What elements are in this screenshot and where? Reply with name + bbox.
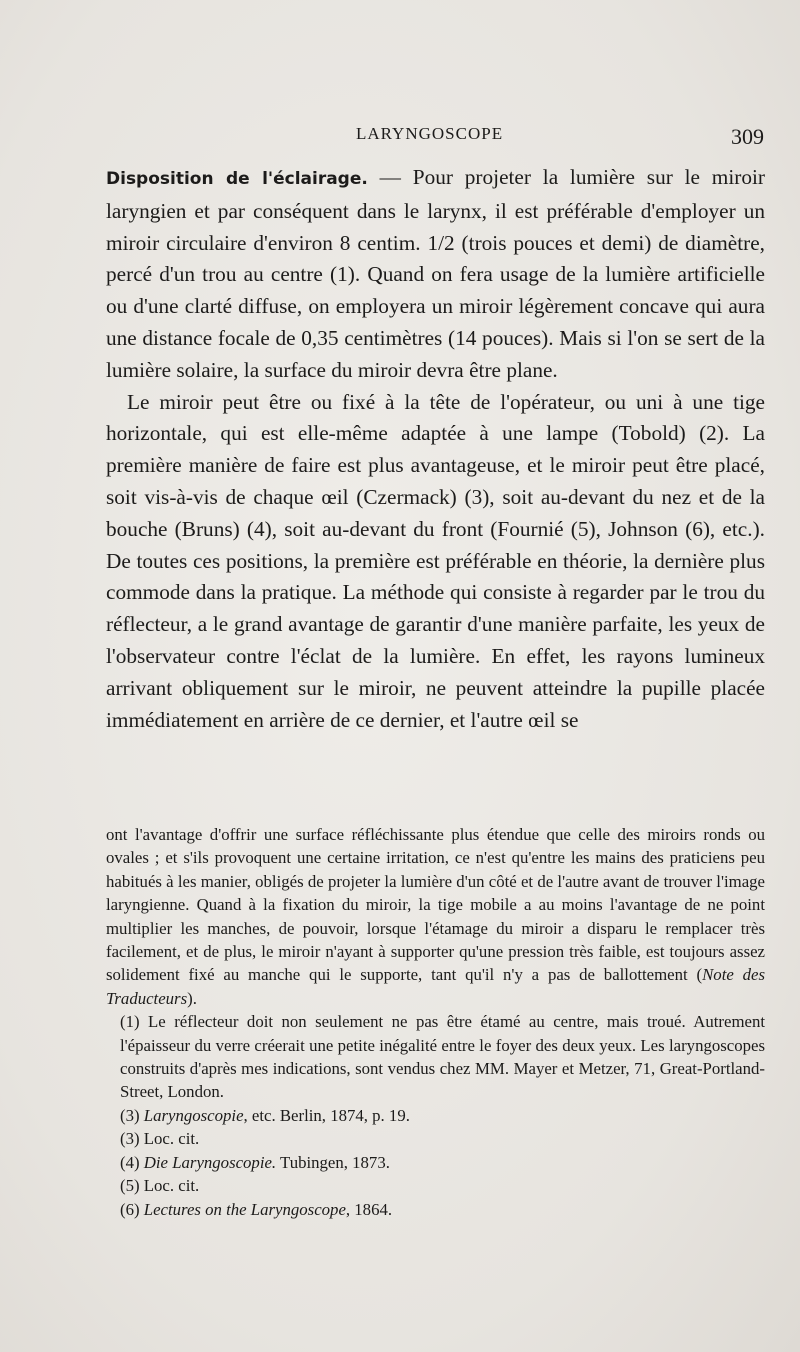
footnote-3 bbox=[120, 1104, 765, 1127]
footnote-rest: , 1864. bbox=[345, 1199, 393, 1219]
footnotes bbox=[106, 823, 765, 1221]
footnote-title: Laryngoscopie bbox=[143, 1105, 244, 1125]
footnote-loc-cit-2: (5) Loc. cit. bbox=[120, 1176, 200, 1196]
footnote-number: (4) bbox=[120, 1152, 144, 1172]
paragraph-1 bbox=[106, 162, 765, 387]
footnote-continuation-text: ont l'avantage d'offrir une surface réfléchissante plus étendue que celle des miroirs ronds ou ovales ; et s'ils provoquent une certaine irritation, ce n'est qu'entre les mains des praticiens peu habitués à les manier, obligés de projeter la lumière d'un côté et de l'autre avant de trouver l'image laryngienne. Quand à la fixation du miroir, la tige mobile a au moins l'avantage de ne point multiplier les manches, de pouvoir, lorsque l'étamage du miroir a disparu le remplacer très facilement, et de plus, le miroir n'ayant à supporter qu'une pression très faible, est toujours assez solidement fixé au manche qui le supporte, tant qu'il n'y a pas de ballottement ( bbox=[106, 825, 765, 985]
footnote-rest: Tubingen, 1873. bbox=[276, 1152, 390, 1172]
footnote-rest: , etc. Berlin, 1874, p. 19. bbox=[243, 1105, 410, 1125]
footnote-loc-cit-1: (3) Loc. cit. bbox=[120, 1129, 200, 1149]
page-number: 309 bbox=[731, 124, 764, 149]
footnote-title: Lectures on the Laryngoscope bbox=[143, 1199, 346, 1219]
footnote-1: (1) Le réflecteur doit non seulement ne pas être étamé au centre, mais troué. Autrement l'épaisseur du verre créerait une petite inégalité entre le foyer des deux yeux. Les laryngoscopes construits d'après mes indications, sont vendus chez MM. Mayer et Metzer, 71, Great-Portland-Street, London. bbox=[120, 1012, 765, 1102]
footnote-6 bbox=[120, 1198, 765, 1221]
section-lead: Disposition de l'éclairage. bbox=[106, 169, 368, 189]
page-header bbox=[108, 124, 764, 154]
paragraph-1-text: — Pour projeter la lumière sur le miroir laryngien et par conséquent dans le larynx, il est préférable d'employer un miroir circulaire d'environ 8 centim. 1/2 (trois pouces et demi) de diamètre, percé d'un trou au centre (1). Quand on fera usage de la lumière artificielle ou d'une clarté diffuse, on employera un miroir légèrement concave qui aura une distance focale de 0,35 centimètres (14 pouces). Mais si l'on se sert de la lumière solaire, la surface du miroir devra être plane. bbox=[106, 165, 765, 382]
footnote-number: (3) bbox=[120, 1105, 144, 1125]
footnote-continuation bbox=[106, 823, 765, 1010]
main-text bbox=[106, 162, 765, 736]
footnote-title: Die Laryngoscopie. bbox=[143, 1152, 277, 1172]
footnote-list bbox=[106, 1104, 765, 1221]
paragraph-2: Le miroir peut être ou fixé à la tête de l'opérateur, ou uni à une tige horizontale, qui est elle-même adaptée à une lampe (Tobold) (2). La première manière de faire est plus avantageuse, et le miroir peut être placé, soit vis-à-vis de chaque œil (Czermack) (3), soit au-devant du nez et de la bouche (Bruns) (4), soit au-devant du front (Fournié (5), Johnson (6), etc.). De toutes ces positions, la première est préférable en théorie, la dernière plus commode dans la pratique. La méthode qui consiste à regarder par le trou du réflecteur, a le grand avantage de garantir d'une manière parfaite, les yeux de l'observateur contre l'éclat de la lumière. En effet, les rayons lumineux arrivant obliquement sur le miroir, ne peuvent atteindre la pupille placée immédiatement en arrière de ce dernier, et l'autre œil se bbox=[106, 389, 765, 732]
footnote-number: (6) bbox=[120, 1199, 144, 1219]
footnote-4 bbox=[120, 1151, 765, 1174]
running-head: LARYNGOSCOPE bbox=[356, 124, 504, 143]
translators-note: Note des Traducteurs bbox=[106, 965, 766, 1008]
footnote-continuation-end: ). bbox=[187, 988, 197, 1008]
